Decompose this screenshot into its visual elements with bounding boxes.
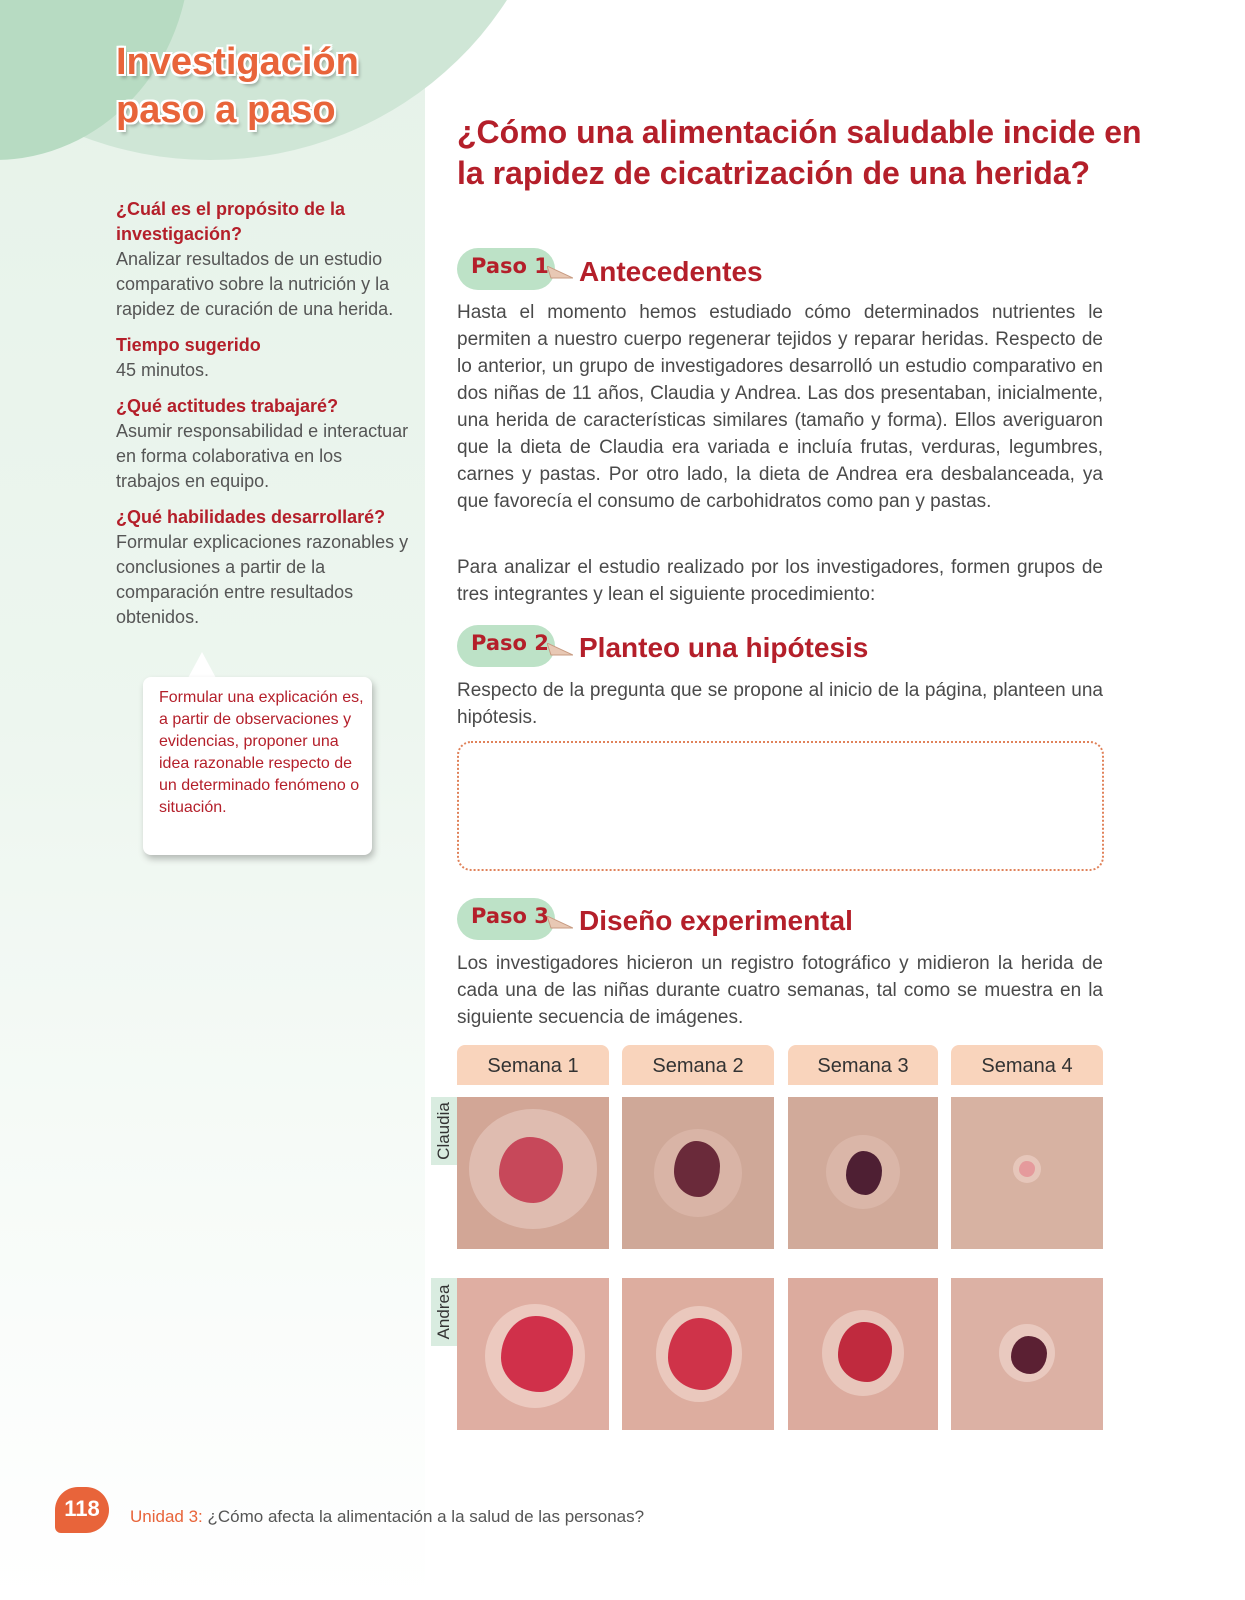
sidebar-block-time bbox=[116, 333, 411, 383]
callout-tail bbox=[188, 652, 216, 678]
wound-mark bbox=[674, 1141, 720, 1197]
step-1-badge bbox=[457, 248, 555, 290]
week-header: Semana 2 bbox=[622, 1045, 774, 1085]
hypothesis-answer-box[interactable] bbox=[457, 741, 1104, 871]
step-1-paragraph-2: Para analizar el estudio realizado por los investigadores, formen grupos de tres integrantes y lean el siguiente procedimiento: bbox=[457, 557, 1103, 605]
step-pointer-icon bbox=[547, 916, 573, 930]
row-label-andrea bbox=[431, 1278, 457, 1346]
step-3-heading: Diseño experimental bbox=[579, 905, 853, 936]
wound-photo bbox=[622, 1097, 774, 1249]
week-header: Semana 3 bbox=[788, 1045, 938, 1085]
section-title-line-1: Investigación bbox=[116, 41, 359, 83]
wound-mark bbox=[1019, 1161, 1035, 1177]
section-title-line-2: paso a paso bbox=[116, 89, 336, 131]
sidebar-info bbox=[116, 197, 411, 641]
page-title: ¿Cómo una alimentación saludable incide en la rapidez de cicatrización de una herida? bbox=[457, 114, 1142, 191]
step-label: Paso 3 bbox=[471, 904, 549, 928]
row-label-text: Andrea bbox=[434, 1284, 453, 1340]
wound-photo bbox=[622, 1278, 774, 1430]
sidebar-question: ¿Qué actitudes trabajaré? bbox=[116, 396, 339, 416]
callout-text: Formular una explicación es, a partir de observaciones y evidencias, proponer una idea razonable respecto de un determinado fenómeno o situación. bbox=[159, 689, 364, 816]
page-number-badge bbox=[55, 1487, 109, 1533]
step-1-heading: Antecedentes bbox=[579, 256, 763, 287]
sidebar-question: ¿Cuál es el propósito de la investigación? bbox=[116, 199, 346, 244]
wound-photo bbox=[951, 1097, 1103, 1249]
wound-photo bbox=[457, 1097, 609, 1249]
wound-photo bbox=[457, 1278, 609, 1430]
step-label: Paso 1 bbox=[471, 254, 549, 278]
step-pointer-icon bbox=[547, 643, 573, 657]
step-2-paragraph: Respecto de la pregunta que se propone al inicio de la página, planteen una hipótesis. bbox=[457, 680, 1103, 728]
step-3-badge bbox=[457, 898, 555, 940]
step-2-heading: Planteo una hipótesis bbox=[579, 632, 869, 663]
sidebar-answer: Asumir responsabilidad e interactuar en forma colaborativa en los trabajos en equipo. bbox=[116, 421, 409, 491]
definition-callout bbox=[143, 677, 372, 855]
wound-photo bbox=[951, 1278, 1103, 1430]
wound-mark bbox=[838, 1322, 892, 1382]
step-2-badge bbox=[457, 625, 555, 667]
sidebar-question: ¿Qué habilidades desarrollaré? bbox=[116, 507, 386, 527]
sidebar-question: Tiempo sugerido bbox=[116, 335, 261, 355]
footer-unit bbox=[130, 1507, 644, 1527]
sidebar-block-attitudes bbox=[116, 394, 411, 494]
wound-mark bbox=[668, 1318, 732, 1390]
page-number: 118 bbox=[64, 1496, 100, 1521]
sidebar-answer: Formular explicaciones razonables y conclusiones a partir de la comparación entre resultados obtenidos. bbox=[116, 532, 409, 627]
row-label-text: Claudia bbox=[434, 1102, 453, 1160]
wound-mark bbox=[846, 1151, 882, 1195]
sidebar-answer: Analizar resultados de un estudio comparativo sobre la nutrición y la rapidez de curación de una herida. bbox=[116, 249, 394, 319]
sidebar-answer: 45 minutos. bbox=[116, 360, 210, 380]
section-title bbox=[116, 38, 359, 134]
week-header: Semana 4 bbox=[951, 1045, 1103, 1085]
step-3-paragraph: Los investigadores hicieron un registro fotográfico y midieron la herida de cada una de las niñas durante cuatro semanas, tal como se muestra en la siguiente secuencia de imágenes. bbox=[457, 953, 1103, 1028]
footer-unit-title: ¿Cómo afecta la alimentación a la salud de las personas? bbox=[207, 1507, 645, 1526]
step-1-paragraph: Hasta el momento hemos estudiado cómo determinados nutrientes le permiten a nuestro cuerpo regenerar tejidos y reparar heridas. Respecto de lo anterior, un grupo de investigadores desarrolló un estudio comparativo en dos niñas de 11 años, Claudia y Andrea. Las dos presentaban, inicialmente, una herida de características similares (tamaño y forma). Ellos averiguaron que la dieta de Claudia era variada e incluía frutas, verduras, legumbres, carnes y pastas. Por otro lado, la dieta de Andrea era desbalanceada, ya que favorecía el consumo de carbohidratos como pan y pastas. bbox=[457, 302, 1103, 512]
week-header: Semana 1 bbox=[457, 1045, 609, 1085]
wound-mark bbox=[1011, 1336, 1047, 1374]
sidebar-block-purpose bbox=[116, 197, 411, 322]
wound-photo bbox=[788, 1097, 938, 1249]
sidebar-block-skills bbox=[116, 505, 411, 630]
footer-unit-label: Unidad 3: bbox=[130, 1507, 203, 1526]
wound-mark bbox=[501, 1316, 573, 1392]
wound-photo bbox=[788, 1278, 938, 1430]
row-label-claudia bbox=[431, 1097, 457, 1165]
wound-mark bbox=[499, 1137, 563, 1203]
step-pointer-icon bbox=[547, 266, 573, 280]
step-label: Paso 2 bbox=[471, 631, 549, 655]
